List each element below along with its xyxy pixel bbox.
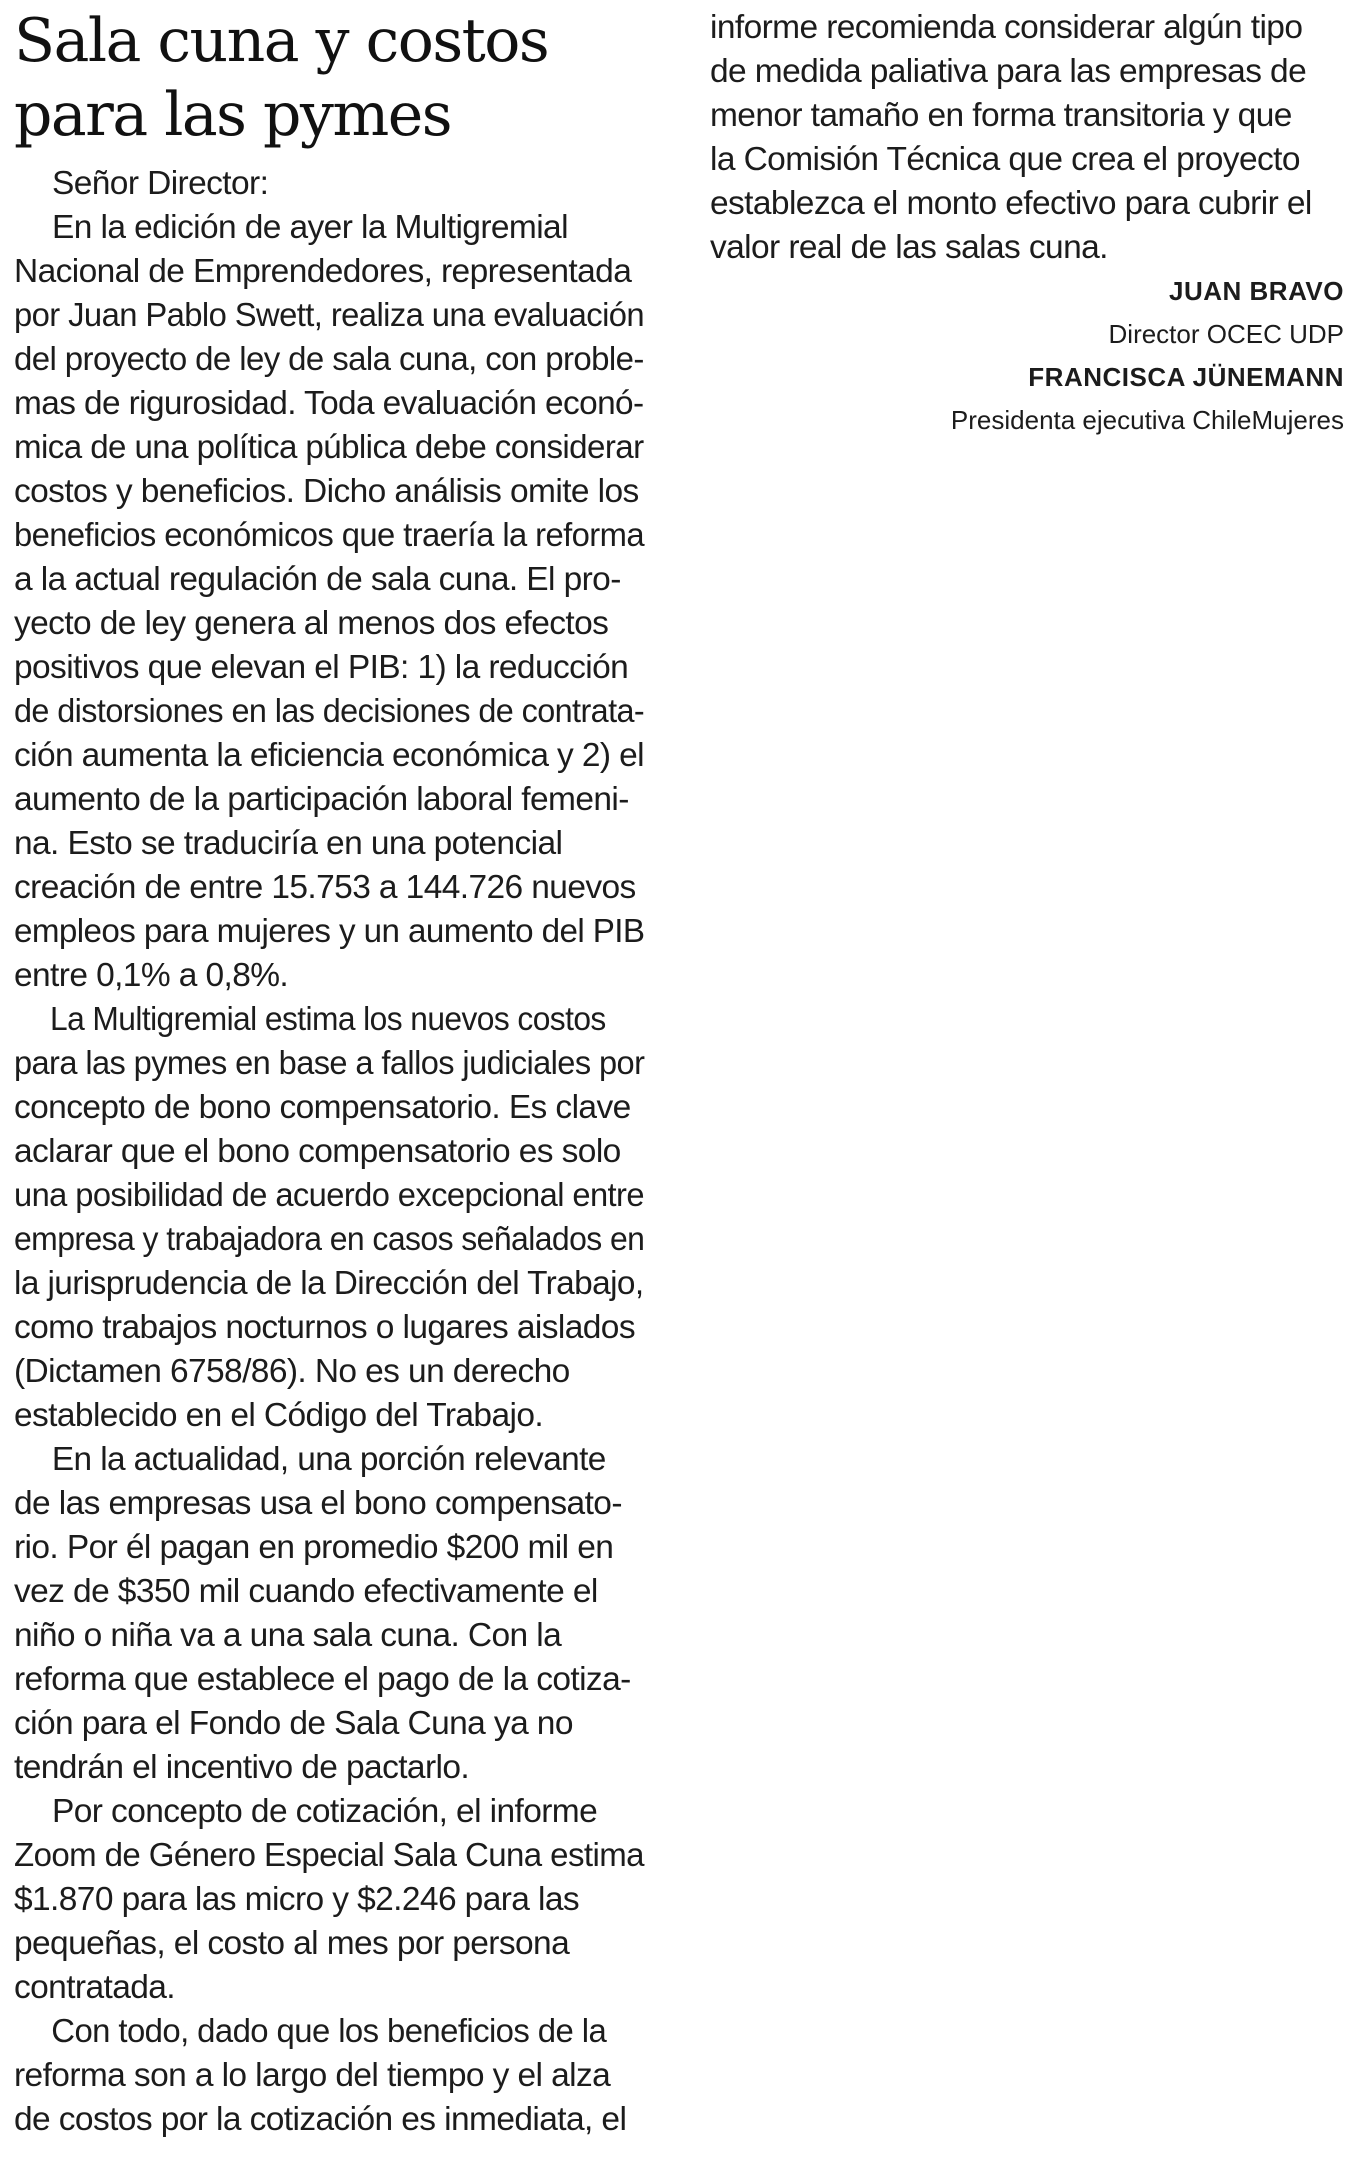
paragraph-line: Con todo, dado que los beneficios de la: [51, 2013, 607, 2050]
paragraph-line: la jurisprudencia de la Dirección del Trabajo,: [14, 1265, 644, 1302]
headline-line: para las pymes: [14, 80, 452, 150]
paragraph-line: positivos que elevan el PIB: 1) la reducción: [14, 649, 629, 686]
paragraph-line: empresa y trabajadora en casos señalados en: [14, 1221, 645, 1258]
paragraph-line: $1.870 para las micro y $2.246 para las: [14, 1881, 580, 1918]
paragraph-line: empleos para mujeres y un aumento del PIB: [14, 913, 645, 950]
paragraph-line: costos y beneficios. Dicho análisis omite los: [14, 473, 639, 510]
paragraph-line: mas de rigurosidad. Toda evaluación econó-: [14, 385, 644, 422]
paragraph-line: beneficios económicos que traería la reforma: [14, 517, 644, 554]
paragraph-line: establezca el monto efectivo para cubrir el: [710, 185, 1312, 222]
paragraph-line: una posibilidad de acuerdo excepcional entre: [14, 1177, 644, 1214]
paragraph-line: ción para el Fondo de Sala Cuna ya no: [14, 1705, 573, 1742]
paragraph-line: menor tamaño en forma transitoria y que: [710, 97, 1292, 134]
paragraph-line: tendrán el incentivo de pactarlo.: [14, 1749, 470, 1786]
body-paragraph: [14, 2010, 644, 2142]
paragraph-line: establecido en el Código del Trabajo.: [14, 1397, 544, 1434]
paragraph-line: rio. Por él pagan en promedio $200 mil en: [14, 1529, 614, 1566]
paragraph-line: En la actualidad, una porción relevante: [51, 1441, 606, 1478]
paragraph-line: del proyecto de ley de sala cuna, con proble-: [14, 341, 644, 378]
paragraph-line: como trabajos nocturnos o lugares aislados: [14, 1309, 635, 1346]
paragraph-line: reforma son a lo largo del tiempo y el alza: [14, 2057, 611, 2094]
paragraph-line: aclarar que el bono compensatorio es solo: [14, 1133, 621, 1170]
paragraph-line: creación de entre 15.753 a 144.726 nuevos: [14, 869, 636, 906]
paragraph-line: de distorsiones en las decisiones de contrata-: [14, 693, 645, 730]
paragraph-line: contratada.: [14, 1969, 176, 2006]
body-paragraph: [14, 206, 644, 998]
paragraph-line: ción aumenta la eficiencia económica y 2) el: [14, 737, 644, 774]
paragraph-line: Nacional de Emprendedores, representada: [14, 253, 632, 290]
headline-line: Sala cuna y costos: [14, 6, 549, 76]
paragraph-line: por Juan Pablo Swett, realiza una evaluación: [14, 297, 645, 334]
paragraph-line: de costos por la cotización es inmediata, el: [14, 2101, 627, 2138]
paragraph-line: entre 0,1% a 0,8%.: [14, 957, 289, 994]
paragraph-line: valor real de las salas cuna.: [710, 229, 1108, 266]
paragraph-line: de las empresas usa el bono compensato-: [14, 1485, 622, 1522]
paragraph-line: pequeñas, el costo al mes por persona: [14, 1925, 570, 1962]
signature-role: Director OCEC UDP: [1108, 319, 1344, 349]
letter-continuation: [710, 6, 1340, 270]
body-paragraph: [14, 1438, 644, 1790]
salutation: [14, 162, 644, 206]
right-column: [710, 6, 1344, 442]
paragraph-line: para las pymes en base a fallos judiciales por: [14, 1045, 645, 1082]
paragraph-line: (Dictamen 6758/86). No es un derecho: [14, 1353, 570, 1390]
salutation-text: Señor Director:: [52, 165, 269, 202]
left-column: [14, 0, 644, 2142]
paragraph-line: concepto de bono compensatorio. Es clave: [14, 1089, 631, 1126]
signature-name: JUAN BRAVO: [1169, 276, 1344, 306]
paragraph-line: La Multigremial estima los nuevos costos: [49, 1001, 606, 1038]
headline: [14, 4, 644, 152]
paragraph-line: a la actual regulación de sala cuna. El pro-: [14, 561, 621, 598]
paragraph-line: yecto de ley genera al menos dos efectos: [14, 605, 609, 642]
paragraph-line: Por concepto de cotización, el informe: [52, 1793, 598, 1830]
paragraph-line: Zoom de Género Especial Sala Cuna estima: [14, 1837, 644, 1874]
paragraph-line: informe recomienda considerar algún tipo: [710, 9, 1303, 46]
paragraph-line: En la edición de ayer la Multigremial: [52, 209, 568, 246]
signature-role: Presidenta ejecutiva ChileMujeres: [950, 405, 1344, 435]
paragraph-line: mica de una política pública debe considerar: [14, 429, 644, 466]
paragraph-line: niño o niña va a una sala cuna. Con la: [14, 1617, 562, 1654]
signature-block: [710, 270, 1344, 442]
paragraph-line: na. Esto se traduciría en una potencial: [14, 825, 563, 862]
body-paragraph: [14, 1790, 644, 2010]
paragraph-line: vez de $350 mil cuando efectivamente el: [14, 1573, 598, 1610]
letter-body: [14, 206, 644, 2142]
signature-name: FRANCISCA JÜNEMANN: [1028, 362, 1344, 392]
paragraph-line: la Comisión Técnica que crea el proyecto: [710, 141, 1300, 178]
paragraph-line: de medida paliativa para las empresas de: [710, 53, 1307, 90]
paragraph-line: aumento de la participación laboral femeni-: [14, 781, 629, 818]
paragraph-line: reforma que establece el pago de la cotiza-: [14, 1661, 631, 1698]
body-paragraph: [14, 998, 644, 1438]
